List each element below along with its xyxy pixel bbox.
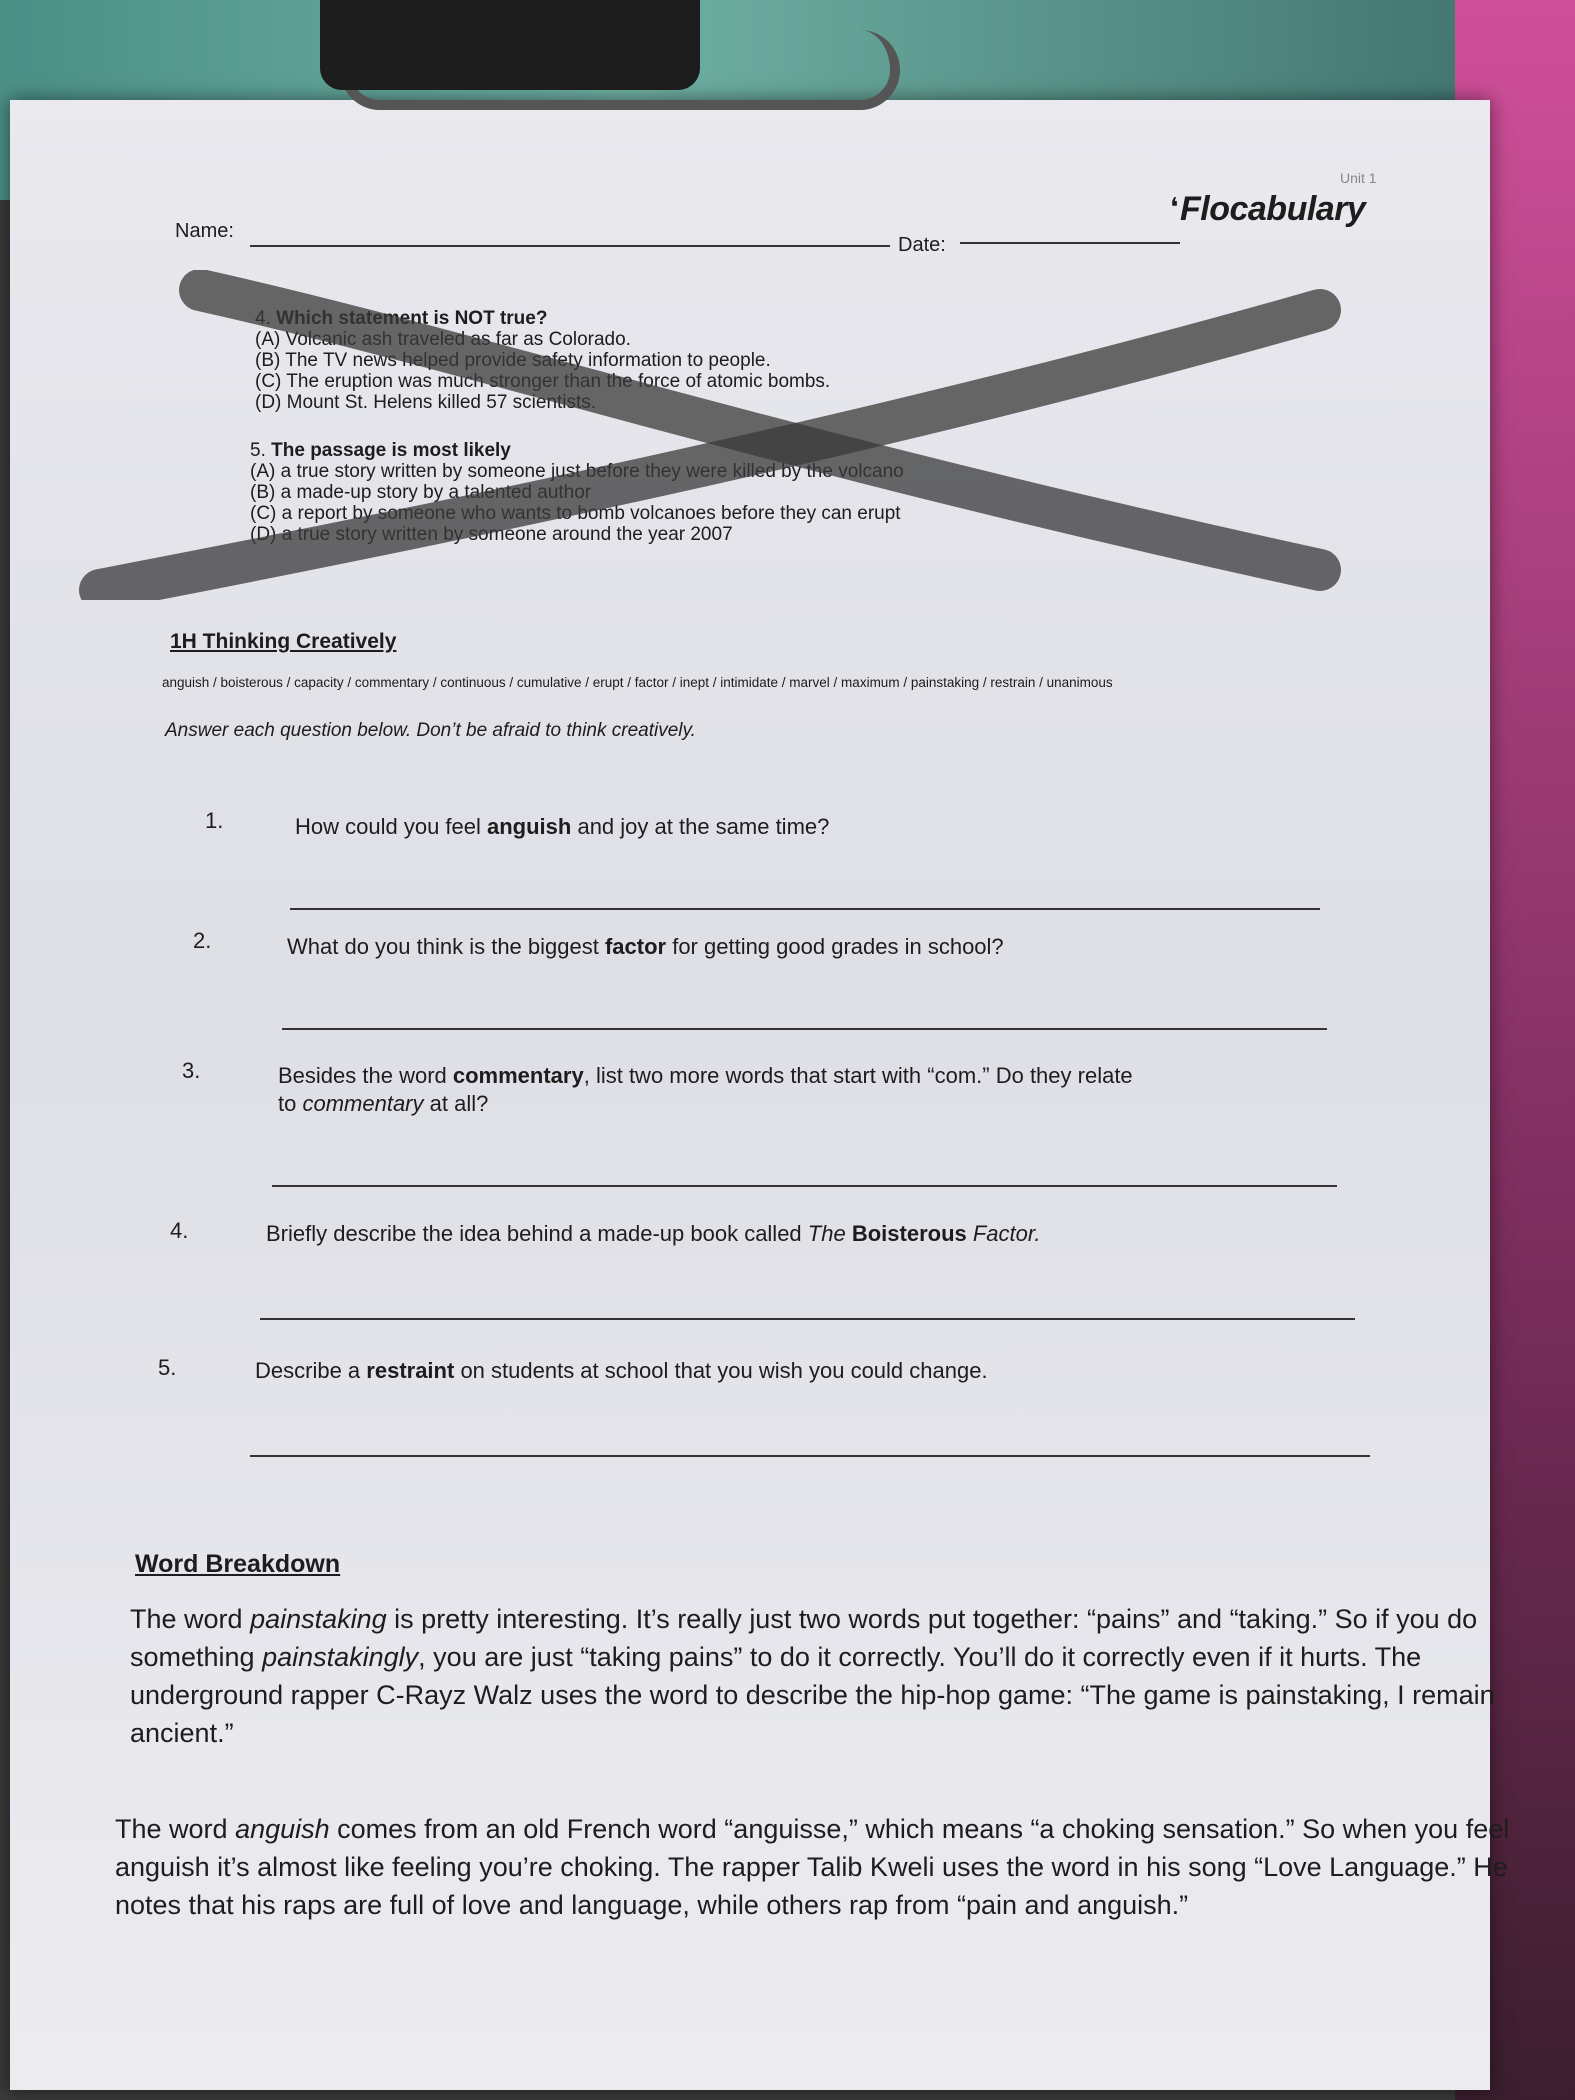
item-question — [255, 1357, 988, 1385]
date-field[interactable] — [960, 242, 1180, 244]
option-c[interactable]: (C) The eruption was much stronger than the force of atomic bombs. — [255, 371, 831, 392]
item-text: and joy at the same time? — [571, 814, 830, 839]
item-text: on students at school that you wish you could change. — [454, 1358, 988, 1383]
answer-line[interactable] — [282, 1028, 1327, 1030]
option-a[interactable]: (A) a true story written by someone just before they were killed by the volcano — [250, 461, 904, 482]
paragraph-text: is pretty interesting. It’s really just two words put together: “pains” and “taking.” So if you do something — [130, 1604, 1478, 1672]
item-text: Briefly describe the idea behind a made-up book called — [266, 1221, 808, 1246]
option-b[interactable]: (B) a made-up story by a talented author — [250, 482, 592, 503]
item-number: 1. — [205, 808, 224, 833]
item-question — [287, 933, 1004, 961]
question-4-block — [255, 308, 830, 413]
item-number: 3. — [182, 1058, 201, 1083]
vocab-word: commentary — [302, 1091, 424, 1116]
vocab-word: Boisterous — [851, 1221, 967, 1246]
vocab-word: anguish — [487, 814, 572, 839]
clipboard-clip — [320, 0, 700, 90]
option-a[interactable]: (A) Volcanic ash traveled as far as Colorado. — [255, 329, 631, 350]
paragraph-text: , you are just “taking pains” to do it correctly. You’ll do it correctly even if it hurts. The underground rapper C-Rayz Walz uses the word to describe the hip-hop game: “The game is painstaking, I remain ancient.” — [130, 1642, 1495, 1748]
option-c[interactable]: (C) a report by someone who wants to bomb volcanoes before they can erupt — [250, 503, 901, 524]
answer-line[interactable] — [272, 1185, 1337, 1187]
question-number: 4. — [255, 308, 271, 329]
name-label: Name: — [175, 220, 234, 242]
item-number: 4. — [170, 1218, 189, 1243]
item-text: How could you feel — [295, 814, 487, 839]
book-title: The — [807, 1221, 852, 1246]
section-title: 1H Thinking Creatively — [170, 630, 397, 653]
name-field[interactable] — [250, 245, 890, 247]
item-question — [295, 813, 829, 841]
word-breakdown-title: Word Breakdown — [135, 1550, 341, 1578]
vocab-word: restraint — [366, 1358, 455, 1383]
option-d[interactable]: (D) a true story written by someone around the year 2007 — [250, 524, 733, 545]
word-breakdown-paragraph-2 — [115, 1810, 1515, 1924]
item-question — [278, 1062, 1133, 1118]
item-text: What do you think is the biggest — [287, 934, 605, 959]
item-text: at all? — [423, 1091, 489, 1116]
instructions: Answer each question below. Don’t be afraid to think creatively. — [165, 720, 696, 741]
item-number: 2. — [193, 928, 212, 953]
vocab-word: anguish — [235, 1814, 330, 1844]
item-text: Besides the word — [278, 1063, 453, 1088]
item-text: to — [278, 1091, 303, 1116]
item-question — [266, 1220, 1041, 1248]
item-text: for getting good grades in school? — [666, 934, 1004, 959]
answer-line[interactable] — [290, 908, 1320, 910]
book-title: Factor. — [966, 1221, 1041, 1246]
item-number: 5. — [158, 1355, 177, 1380]
paragraph-text: The word — [115, 1814, 236, 1844]
question-text: Which statement is NOT true? — [276, 308, 548, 329]
answer-line[interactable] — [250, 1455, 1370, 1457]
question-5-block — [250, 440, 904, 545]
vocab-word: commentary — [452, 1063, 584, 1088]
flocabulary-logo: Flocabulary — [1180, 190, 1366, 228]
item-text: Describe a — [255, 1358, 367, 1383]
worksheet-page — [10, 100, 1510, 2090]
vocab-word: painstaking — [250, 1604, 387, 1634]
unit-label: Unit 1 — [1340, 170, 1377, 186]
word-breakdown-paragraph-1 — [130, 1600, 1530, 1752]
item-text: , list two more words that start with “com.” Do they relate — [583, 1063, 1133, 1088]
flocabulary-logo-icon: ❛ — [1170, 192, 1179, 222]
option-b[interactable]: (B) The TV news helped provide safety information to people. — [255, 350, 771, 371]
answer-line[interactable] — [260, 1318, 1355, 1320]
paragraph-text: The word — [130, 1604, 251, 1634]
question-text: The passage is most likely — [271, 440, 511, 461]
question-number: 5. — [250, 440, 266, 461]
paragraph-text: comes from an old French word “anguisse,” which means “a choking sensation.” So when you feel anguish it’s almost like feeling you’re choking. The rapper Talib Kweli uses the word in his song “Love Language.” He notes that his raps are full of love and language, while others rap from “pain and anguish.” — [115, 1814, 1510, 1920]
date-label: Date: — [898, 234, 946, 256]
vocab-word: painstakingly — [262, 1642, 419, 1672]
vocab-word: factor — [604, 934, 667, 959]
option-d[interactable]: (D) Mount St. Helens killed 57 scientists. — [255, 392, 597, 413]
word-bank: anguish / boisterous / capacity / commentary / continuous / cumulative / erupt / factor / inept / intimidate / marvel / maximum / painstaking / restrain / unanimous — [162, 675, 1113, 690]
